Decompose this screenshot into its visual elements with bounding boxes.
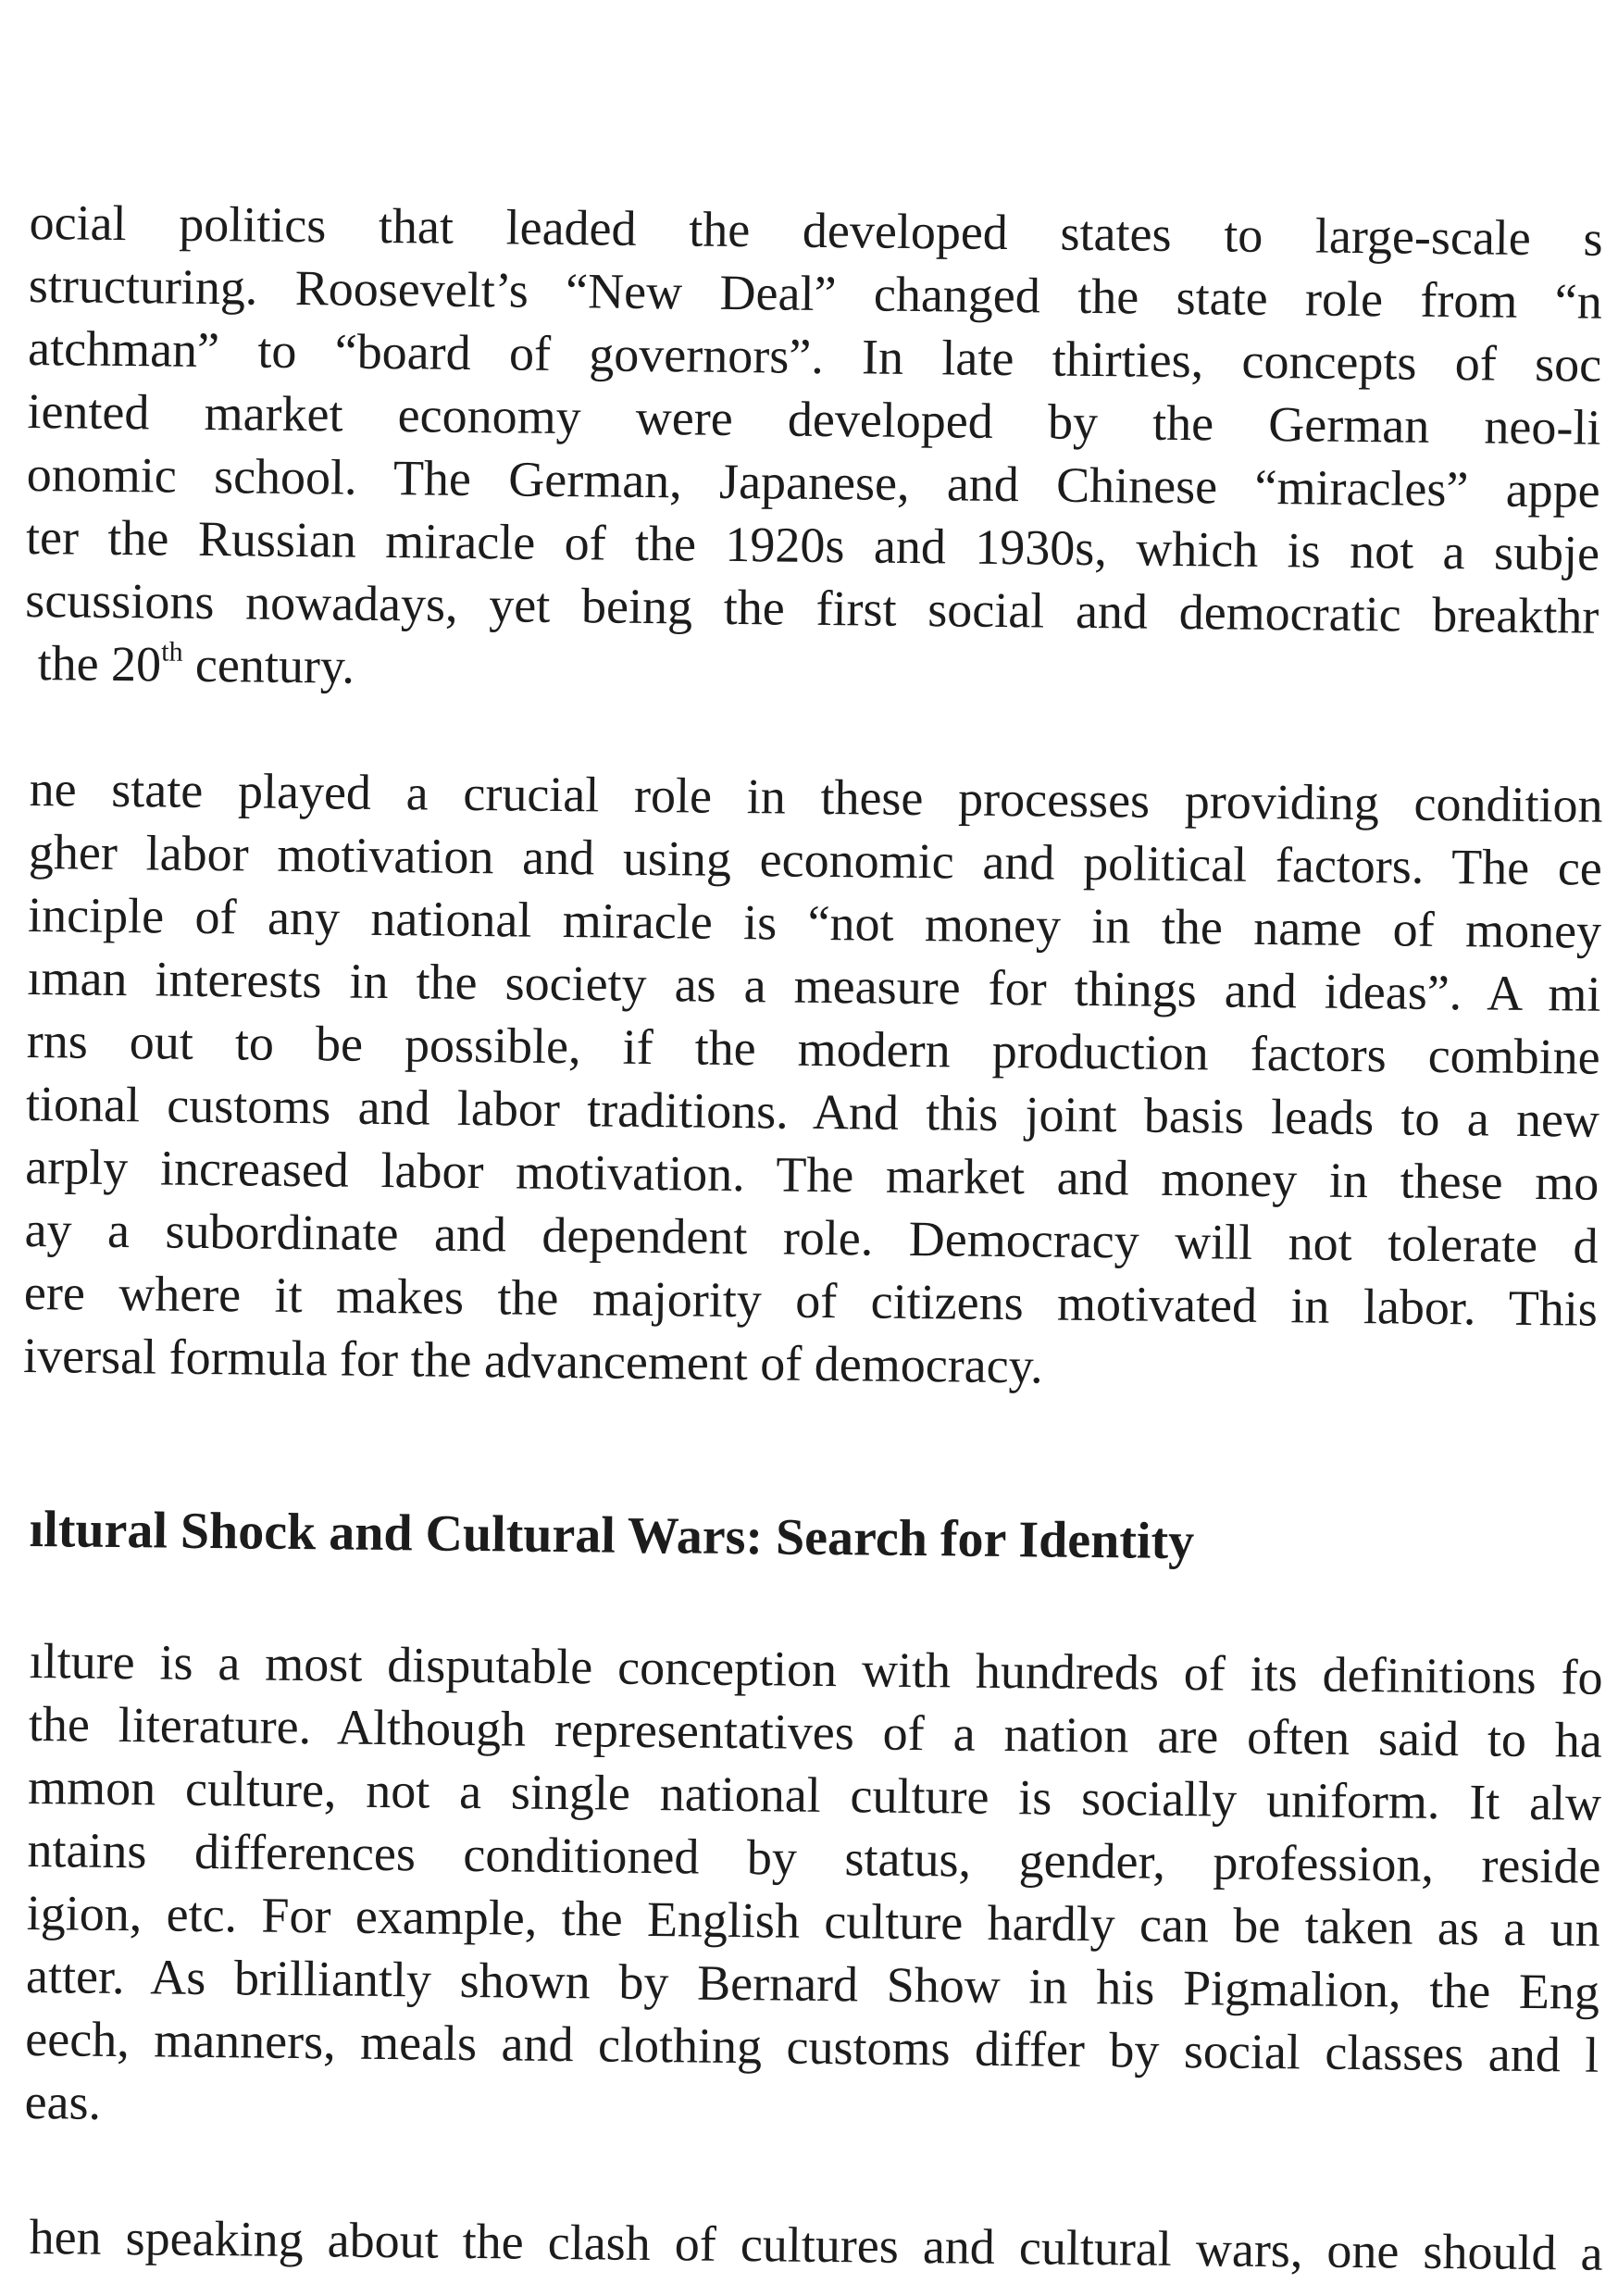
paragraph-4 — [29, 2205, 1603, 2285]
section-heading: ıltural Shock and Cultural Wars: Search for Identity — [29, 1501, 1195, 1571]
text-line: rns out to be possible, if the modern production factors combine — [26, 1012, 1601, 1085]
text-line: ıman interests in the society as a measure for things and ideas”. A mi — [27, 949, 1601, 1022]
text-line-last: eas. — [24, 2073, 102, 2130]
text-line: mmon culture, not a single national culture is socially uniform. It alw — [27, 1758, 1602, 1831]
text-line: ne state played a crucial role in these processes providing condition — [29, 760, 1603, 833]
paragraph-3 — [24, 1629, 1603, 2150]
text-line: atter. As brilliantly shown by Bernard Show in his Pigmalion, the Eng — [25, 1947, 1600, 2020]
paragraph-2 — [23, 757, 1603, 1404]
superscript: th — [161, 636, 183, 668]
text-line: arply increased labor motivation. The market and money in these mo — [25, 1138, 1599, 1211]
text-line: inciple of any national miracle is “not money in the name of money — [27, 886, 1602, 959]
text-line: atchman” to “board of governors”. In late thirties, concepts of soc — [27, 319, 1602, 393]
text-line: ere where it makes the majority of citizens motivated in labor. This — [23, 1264, 1599, 1337]
paragraph-1 — [24, 191, 1603, 711]
text-line-last: iversal formula for the advancement of democracy. — [22, 1327, 1043, 1394]
text-line: ılture is a most disputable conception with hundreds of its definitions fo — [29, 1632, 1603, 1705]
text-line: the literature. Although representatives of a nation are often said to ha — [28, 1695, 1603, 1768]
text-line: ter the Russian miracle of the 1920s and 1930s, which is not a subje — [25, 508, 1600, 581]
text-line: ay a subordinate and dependent role. Democracy will not tolerate d — [24, 1201, 1599, 1274]
text-line: onomic school. The German, Japanese, and Chinese “miracles” appe — [26, 445, 1601, 518]
text-line: ntains differences conditioned by status, gender, profession, reside — [27, 1821, 1601, 1894]
text-line: eech, manners, meals and clothing customs differ by social classes and l — [25, 2010, 1599, 2083]
text-line: tional customs and labor traditions. And this joint basis leads to a new — [25, 1075, 1600, 1148]
text-line: igion, etc. For example, the English culture hardly can be taken as a un — [26, 1884, 1601, 1957]
text-line: hen speaking about the clash of cultures and cultural wars, one should a — [29, 2208, 1603, 2281]
text-run: century. — [182, 636, 355, 694]
text-run: the 20 — [37, 635, 162, 693]
text-line: scussions nowadays, yet being the first social and democratic breakthr — [25, 571, 1599, 644]
text-line: gher labor motivation and using economic and political factors. The ce — [28, 823, 1603, 896]
text-line: ocial politics that leaded the developed states to large-scale s — [29, 193, 1603, 267]
text-line: structuring. Roosevelt’s “New Deal” changed the state role from “n — [28, 256, 1603, 330]
text-line: iented market economy were developed by the German neo-li — [27, 382, 1601, 455]
